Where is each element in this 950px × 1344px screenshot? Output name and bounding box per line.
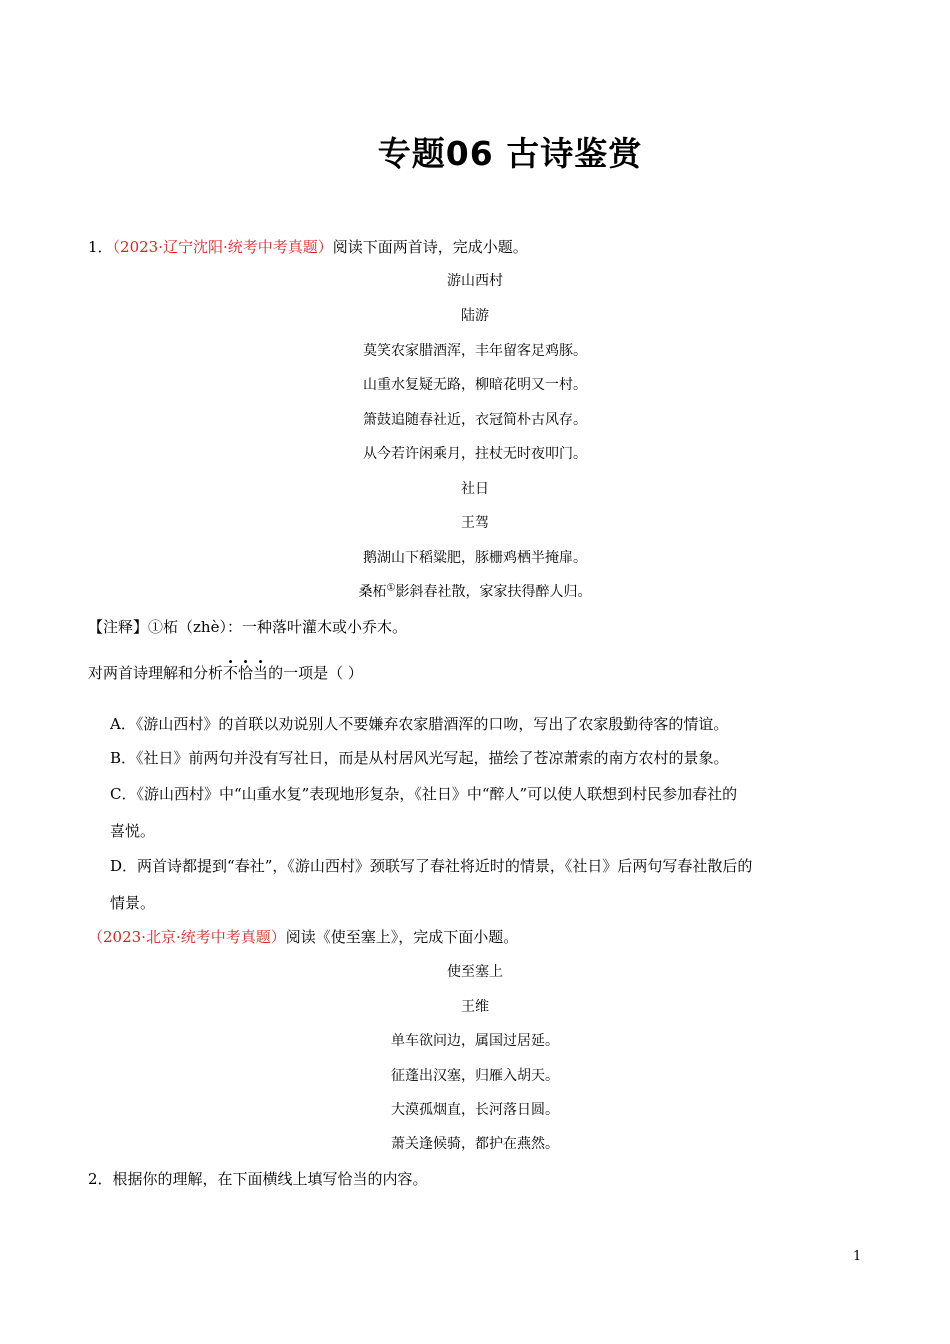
- question-2-header: [88, 927, 518, 947]
- page-number: 1: [853, 1249, 862, 1264]
- question-stem-part: 的一项是（ ）: [268, 664, 363, 682]
- poem-line: 萧关逢候骑，都护在燕然。: [391, 1136, 559, 1152]
- poem-author: 王维: [461, 999, 489, 1015]
- poem-author: 王驾: [461, 515, 489, 531]
- question-source: （2023·辽宁沈阳·统考中考真题）: [112, 238, 333, 256]
- poem-line: 莫笑农家腊酒浑，丰年留客足鸡豚。: [363, 343, 587, 359]
- poem-line-part: 桑柘: [358, 584, 387, 600]
- question-stem: [88, 663, 363, 683]
- option-b: B．《社日》前两句并没有写社日，而是从村居风光写起，描绘了苍凉萧索的南方农村的景象。: [110, 749, 729, 767]
- poem-line: 山重水复疑无路，柳暗花明又一村。: [363, 377, 587, 393]
- question-stem-part: 对两首诗理解和分析: [88, 664, 224, 682]
- option-c-continued: 喜悦。: [110, 822, 156, 840]
- option-a: A．《游山西村》的首联以劝说别人不要嫌弃农家腊酒浑的口吻，写出了农家殷勤待客的情谊。: [110, 715, 729, 733]
- poem-line: [0, 582, 950, 602]
- poem-title: 使至塞上: [447, 964, 503, 980]
- page-title: 专题06 古诗鉴赏: [377, 134, 643, 173]
- question-2-stem: 2．根据你的理解，在下面横线上填写恰当的内容。: [88, 1170, 428, 1188]
- poem-line: 鹅湖山下稻粱肥，豚栅鸡栖半掩扉。: [363, 550, 587, 566]
- poem-line: 从今若许闲乘月，拄杖无时夜叩门。: [363, 446, 587, 462]
- question-1-header: [88, 237, 528, 257]
- poem-title: 游山西村: [447, 273, 503, 289]
- poem-line: 大漠孤烟直，长河落日圆。: [391, 1102, 559, 1118]
- poem-title: 社日: [461, 481, 489, 497]
- option-c: C．《游山西村》中“山重水复”表现地形复杂，《社日》中“醉人”可以使人联想到村民参加春社的: [110, 785, 738, 803]
- option-d: D．两首诗都提到“春社”，《游山西村》颈联写了春社将近时的情景，《社日》后两句写春社散后的: [110, 857, 753, 875]
- question-prompt: 阅读《使至塞上》，完成下面小题。: [285, 928, 519, 946]
- poem-line: 单车欲问边，属国过居延。: [391, 1033, 559, 1049]
- question-source: （2023·北京·统考中考真题）: [88, 928, 286, 946]
- option-d-continued: 情景。: [110, 894, 156, 912]
- question-number: 1．: [88, 238, 113, 256]
- annotation-note: 【注释】①柘（zhè）：一种落叶灌木或小乔木。: [88, 618, 407, 636]
- footnote-marker: ①: [386, 582, 396, 594]
- poem-line-part: 影斜春社散，家家扶得醉人归。: [395, 584, 592, 600]
- emphasis-char: 当: [253, 664, 269, 682]
- poem-line: 箫鼓追随春社近，衣冠简朴古风存。: [363, 412, 587, 428]
- question-prompt: 阅读下面两首诗，完成小题。: [332, 238, 528, 256]
- emphasis-char: 不: [223, 664, 239, 682]
- emphasis-char: 恰: [238, 664, 254, 682]
- poem-author: 陆游: [461, 308, 489, 324]
- poem-line: 征蓬出汉塞，归雁入胡天。: [391, 1068, 559, 1084]
